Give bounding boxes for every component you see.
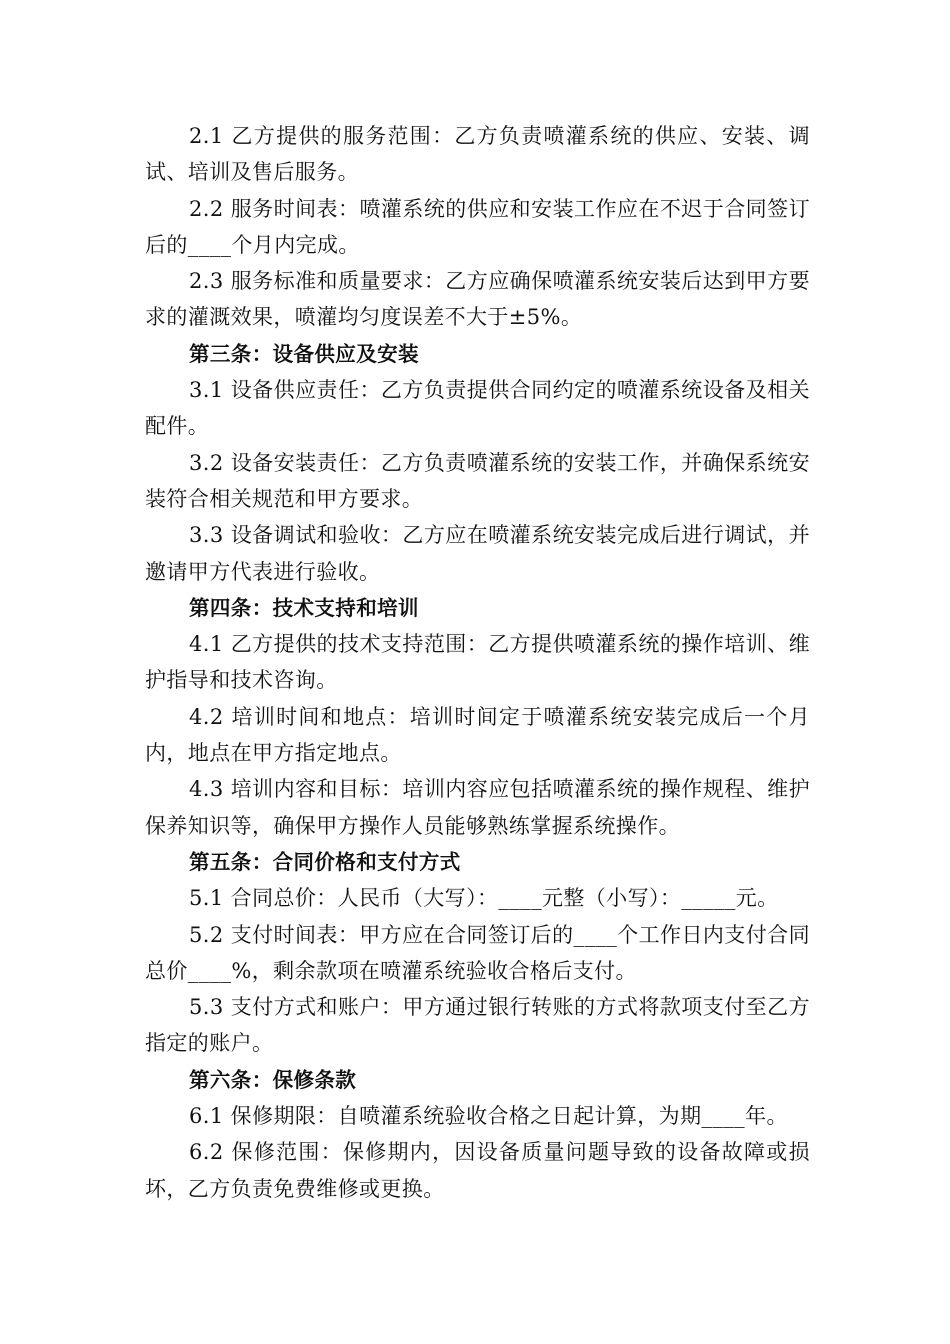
article-6-heading: 第六条：保修条款 (189, 1067, 357, 1092)
clause-2-3: 2.3 服务标准和质量要求：乙方应确保喷灌系统安装后达到甲方要求的灌溉效果，喷灌均匀度误差不大于±5%。 (145, 269, 810, 330)
clause-2-1: 2.1 乙方提供的服务范围：乙方负责喷灌系统的供应、安装、调试、培训及售后服务。 (145, 124, 810, 185)
clause-4-3: 4.3 培训内容和目标：培训内容应包括喷灌系统的操作规程、维护保养知识等，确保甲方操作人员能够熟练掌握系统操作。 (145, 777, 810, 838)
clause-3-2: 3.2 设备安装责任：乙方负责喷灌系统的安装工作，并确保系统安装符合相关规范和甲方要求。 (145, 450, 810, 511)
clause-4-2: 4.2 培训时间和地点：培训时间定于喷灌系统安装完成后一个月内，地点在甲方指定地点。 (145, 704, 810, 766)
article-4-heading: 第四条：技术支持和培训 (189, 595, 419, 620)
clause-6-1: 6.1 保修期限：自喷灌系统验收合格之日起计算，为期____年。 (189, 1104, 788, 1129)
article-5-heading: 第五条：合同价格和支付方式 (189, 849, 461, 874)
clause-3-3: 3.3 设备调试和验收：乙方应在喷灌系统安装完成后进行调试，并邀请甲方代表进行验收。 (145, 523, 810, 584)
clause-4-1: 4.1 乙方提供的技术支持范围：乙方提供喷灌系统的操作培训、维护指导和技术咨询。 (145, 632, 810, 693)
clause-5-3: 5.3 支付方式和账户：甲方通过银行转账的方式将款项支付至乙方指定的账户。 (145, 995, 810, 1056)
clause-5-1: 5.1 合同总价：人民币（大写）：____元整（小写）：_____元。 (189, 886, 779, 911)
article-3-heading: 第三条：设备供应及安装 (189, 341, 419, 366)
clause-6-2: 6.2 保修范围：保修期内，因设备质量问题导致的设备故障或损坏，乙方负责免费维修或更换。 (145, 1140, 810, 1201)
clause-3-1: 3.1 设备供应责任：乙方负责提供合同约定的喷灌系统设备及相关配件。 (145, 378, 810, 439)
clause-2-2: 2.2 服务时间表：喷灌系统的供应和安装工作应在不迟于合同签订后的____个月内完成。 (145, 196, 810, 257)
clause-5-2: 5.2 支付时间表：甲方应在合同签订后的____个工作日内支付合同总价____%，剩余款项在喷灌系统验收合格后支付。 (145, 922, 810, 983)
document-body (145, 118, 810, 1207)
